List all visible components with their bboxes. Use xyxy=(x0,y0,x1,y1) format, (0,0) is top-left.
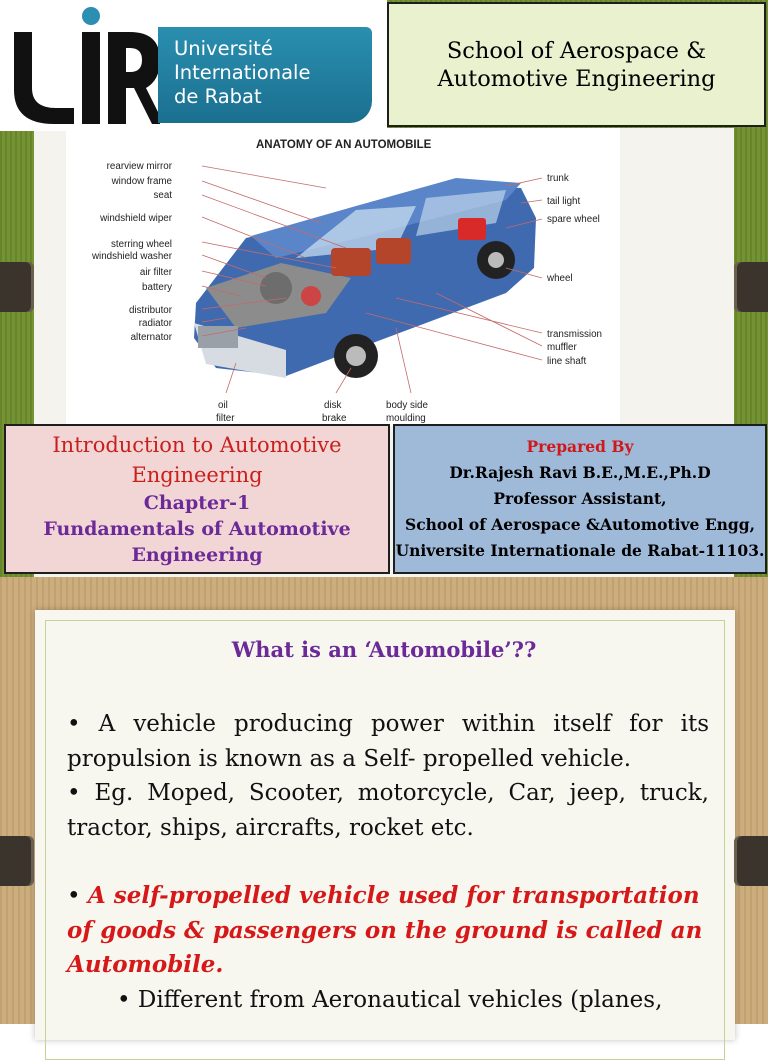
label-line-shaft: line shaft xyxy=(547,356,587,367)
logo-text-line2: Internationale xyxy=(174,61,311,84)
author-role: Professor Assistant, xyxy=(493,489,667,508)
label-body-side: body side xyxy=(386,400,428,411)
label-trunk: trunk xyxy=(547,173,569,184)
prepared-by-heading: Prepared By xyxy=(526,437,634,456)
label-moulding: moulding xyxy=(386,413,426,424)
logo-text-line1: Université xyxy=(174,37,273,60)
label-rearview-mirror: rearview mirror xyxy=(106,161,172,172)
school-line2: Automotive Engineering xyxy=(437,65,716,92)
bullet-marker: • xyxy=(67,883,88,909)
label-wheel: wheel xyxy=(547,273,573,284)
label-distributor: distributor xyxy=(128,305,172,316)
slide-body xyxy=(67,707,709,1017)
chapter-label: Chapter-1 xyxy=(143,492,251,514)
label-windshield-washer: windshield washer xyxy=(91,251,172,262)
author-box xyxy=(393,424,767,574)
label-disk: disk xyxy=(324,400,342,411)
label-window-frame: window frame xyxy=(111,176,172,187)
university-logo xyxy=(0,0,387,131)
slide-title: What is an ‘Automobile’?? xyxy=(231,637,537,662)
binder-clip-left xyxy=(0,262,34,312)
course-title-box xyxy=(4,424,390,574)
label-tail-light: tail light xyxy=(547,196,581,207)
logo-banner xyxy=(158,27,372,123)
school-line1: School of Aerospace & xyxy=(446,37,707,64)
binder-clip-right xyxy=(734,262,768,312)
car-illustration-icon xyxy=(194,178,536,378)
label-battery: battery xyxy=(142,282,172,293)
label-windshield-wiper: windshield wiper xyxy=(100,213,172,224)
label-alternator: alternator xyxy=(130,332,172,343)
binder-clip-left xyxy=(0,836,34,886)
label-filter: filter xyxy=(216,413,235,424)
figure-title: ANATOMY OF AN AUTOMOBILE xyxy=(256,139,432,151)
author-department: School of Aerospace &Automotive Engg, xyxy=(405,515,755,534)
label-brake: brake xyxy=(322,413,347,424)
course-title-line1: Introduction to Automotive xyxy=(52,433,342,457)
label-radiator: radiator xyxy=(138,318,172,329)
automobile-anatomy-figure xyxy=(66,128,620,426)
label-muffler: muffler xyxy=(547,342,577,353)
label-steering-wheel: sterring wheel xyxy=(111,239,172,250)
chapter-subtitle-line1: Fundamentals of Automotive xyxy=(43,518,351,540)
label-seat: seat xyxy=(153,190,172,201)
bullet-difference: • Different from Aeronautical vehicles (planes, xyxy=(117,986,663,1013)
uir-logo-mark-icon xyxy=(10,4,160,128)
logo-text-line3: de Rabat xyxy=(174,85,262,108)
definition-slide xyxy=(0,577,768,1024)
binder-clip-right xyxy=(734,836,768,886)
label-transmission: transmission xyxy=(547,329,602,340)
course-title-line2: Engineering xyxy=(131,463,263,487)
automobile-definition: A self-propelled vehicle used for transportation of goods & passengers on the ground is called an Automobile. xyxy=(67,882,703,978)
author-name: Dr.Rajesh Ravi B.E.,M.E.,Ph.D xyxy=(449,463,711,482)
bullet-examples: • Eg. Moped, Scooter, motorcycle, Car, jeep, truck, tractor, ships, aircrafts, rocket etc. xyxy=(67,780,709,841)
author-university: Universite Internationale de Rabat-11103. xyxy=(395,541,765,560)
bullet-definition xyxy=(67,879,709,983)
label-air-filter: air filter xyxy=(139,267,172,278)
label-spare-wheel: spare wheel xyxy=(547,214,600,225)
label-oil: oil xyxy=(218,400,228,411)
bullet-self-propelled: • A vehicle producing power within itself for its propulsion is known as a Self- propelled vehicle. xyxy=(67,711,709,772)
chapter-subtitle-line2: Engineering xyxy=(131,544,263,566)
school-header xyxy=(387,2,766,127)
